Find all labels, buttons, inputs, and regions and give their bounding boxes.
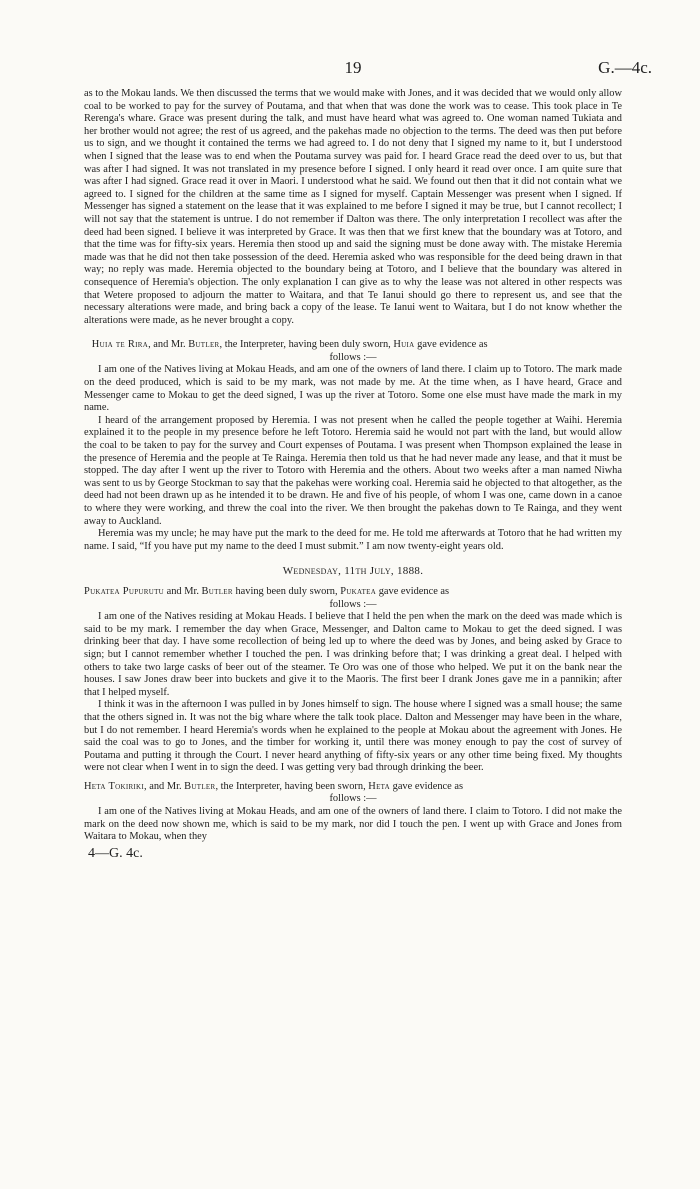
interpreter-name: Butler	[184, 780, 216, 792]
interpreter-name: Butler	[188, 339, 220, 351]
follows-label: follows :—	[329, 598, 377, 610]
witness-intro-heta: Heta Tokiriki, and Mr. Butler, the Interpreter, having been sworn, Heta gave evidence as follows :—	[84, 781, 622, 806]
page-number: 19	[344, 58, 362, 77]
witness-short-name: Heta	[368, 780, 391, 792]
follows-label: follows :—	[329, 351, 377, 363]
witness-name: Huia te Rira	[91, 339, 149, 351]
page	[84, 58, 652, 862]
witness-short-name: Huia	[393, 339, 415, 351]
interpreter-name: Butler	[201, 585, 233, 597]
evidence-paragraph: I think it was in the afternoon I was pulled in by Jones himself to sign. The house where I signed was a small house; the same that the others signed in. It was not the big whare where the talk took place. Dalton and Messenger may have been in the whare, but I do not remember. I heard Heremia's words when he explained to the people at Mokau about the agreement with Jones. He said the coal was to go to Jones, and the timber for working it, until there was money enough to pay the cost of survey of Poutama and putting it through the Court. I never heard anything of fifty-six years or any other time being fixed. My thoughts were not clear when I went in to sign the deed. I was getting very bad through drinking the beer.	[84, 699, 622, 774]
evidence-paragraph: Heremia was my uncle; he may have put the mark to the deed for me. He told me afterwards at Totoro that he had written my name. I said, “If you have put my name to the deed I must submit.” I am now twenty-eight years old.	[84, 528, 622, 552]
paragraph-continued: as to the Mokau lands. We then discussed the terms that we would make with Jones, and it was decided that we would only allow coal to be worked to pay for the survey of Poutama, and that when that was done the work was to cease. This took place in Te Rerenga's whare. Grace was present during the talk, and must have heard what was agreed to. One woman named Tukiata and her brother would not agree; the rest of us agreed, and the pakehas made no objection to the terms. The deed was then put before us to sign, and we thought it contained the terms we had agreed to. I do not deny that I signed my name to it, but I understood when I signed that the lease was to end when the Poutama survey was paid for. I heard Grace read the deed over to us, but that was after I had signed. It was not translated in my presence before I signed. I only heard it read over once. I am quite sure that was after I had signed. Grace read it over in Maori. I understood what he said. We found out then that it did not contain what we agreed to. I signed for the children at the same time as I signed for myself. Captain Messenger was present when I signed. If Messenger has signed a statement on the lease that it was explained to me before I signed it may be true, but I cannot recollect; I will not say that the statement is untrue. I do not remember if Dalton was there. The only interpretation I recollect was after the deed had been signed. I believe it was interpreted by Grace. It was then that we first knew that the boundary was at Totoro, and that the time was for fifty-six years. Heremia then stood up and said the signing must be done away with. The mistake Heremia made was that he did not then take possession of the deed. Heremia asked who was responsible for the deed being drawn in that way; no reply was made. Heremia objected to the boundary being at Totoro, and I believe that the boundary was altered in consequence of Heremia's objection. The only explanation I can give as to why the lease was not altered in other respects was that Wetere proposed to adjourn the matter to Waitara, and that Te Ianui should go there to represent us, and see that the necessary alterations were made, and bring back a copy of the lease. Te Ianui went to Waitara, but I do not know whether the alterations were made, as he never brought a copy.	[84, 88, 622, 326]
evidence-paragraph: I am one of the Natives living at Mokau Heads, and am one of the owners of land there. I claim to Totoro. I did not make the mark on the deed now shown me, which is said to be my mark, nor did I touch the pen. I went up with Grace and Jones from Waitara to Mokau, when they	[84, 806, 622, 843]
session-date: Wednesday, 11th July, 1888.	[282, 565, 424, 578]
witness-name: Heta Tokiriki	[84, 780, 145, 792]
evidence-paragraph: I am one of the Natives living at Mokau Heads, and am one of the owners of land there. I claim up to Totoro. The mark made on the deed produced, which is said to be my mark, was not made by me. At the time when, as I have heard, Grace and Messenger came to Mokau to get the deed signed, I was up the river at Totoro. Some one else must have made the mark in my name.	[84, 364, 622, 414]
witness-intro-huia: Huia te Rira, and Mr. Butler, the Interpreter, having been duly sworn, Huia gave evidence as follows :—	[84, 339, 622, 364]
signature-mark: 4—G. 4c.	[88, 845, 143, 861]
page-header	[84, 58, 652, 88]
witness-name: Pukatea Pupurutu	[84, 585, 165, 597]
follows-label: follows :—	[329, 793, 377, 805]
witness-short-name: Pukatea	[340, 585, 377, 597]
witness-intro-pukatea: Pukatea Pupurutu and Mr. Butler having been duly sworn, Pukatea gave evidence as follows :—	[84, 586, 622, 611]
evidence-paragraph: I am one of the Natives residing at Mokau Heads. I believe that I held the pen when the mark on the deed was made which is said to be my mark. I remember the day when Grace, Messenger, and Dalton came to Mokau to get the deed signed. I was drinking beer that day. I have some recollection of being led up to where the deed was by Jones, and being asked by Grace to sign; but I cannot remember whether I touched the pen. I was drinking before that; I was drinking a great deal. I helped with others to take two large casks of beer out of the steamer. Te Oro was one of those who helped. We put it on the bank near the houses. I saw Jones draw beer into buckets and give it to the Maoris. The first beer I drank Jones gave me in a pannikin; after that I helped myself.	[84, 611, 622, 698]
document-code: G.—4c.	[598, 58, 652, 77]
evidence-paragraph: I heard of the arrangement proposed by Heremia. I was not present when he called the people together at Waihi. Heremia explained it to the people in my presence before he left Totoro. Heremia said he would not part with the land, but would allow the coal to be taken to pay for the survey and Court expenses of Poutama. I was present when Thompson explained the lease in the presence of Heremia and the people at Te Rainga. Heremia then told us that he had never made any lease, and that it must be stopped. The day after I went up the river to Totoro with Heremia and the others. About two weeks after a man named Niwha was sent to us by George Stockman to say that the pakehas were working coal. Heremia said he objected to that altogether, as the deed had not been drawn up as he intended it to be drawn. He and five of his people, of whom I was one, came down in a canoe to where they were working, and threw the coal into the river. We then brought the pakehas down to Te Rainga, and they went away to Auckland.	[84, 414, 622, 527]
